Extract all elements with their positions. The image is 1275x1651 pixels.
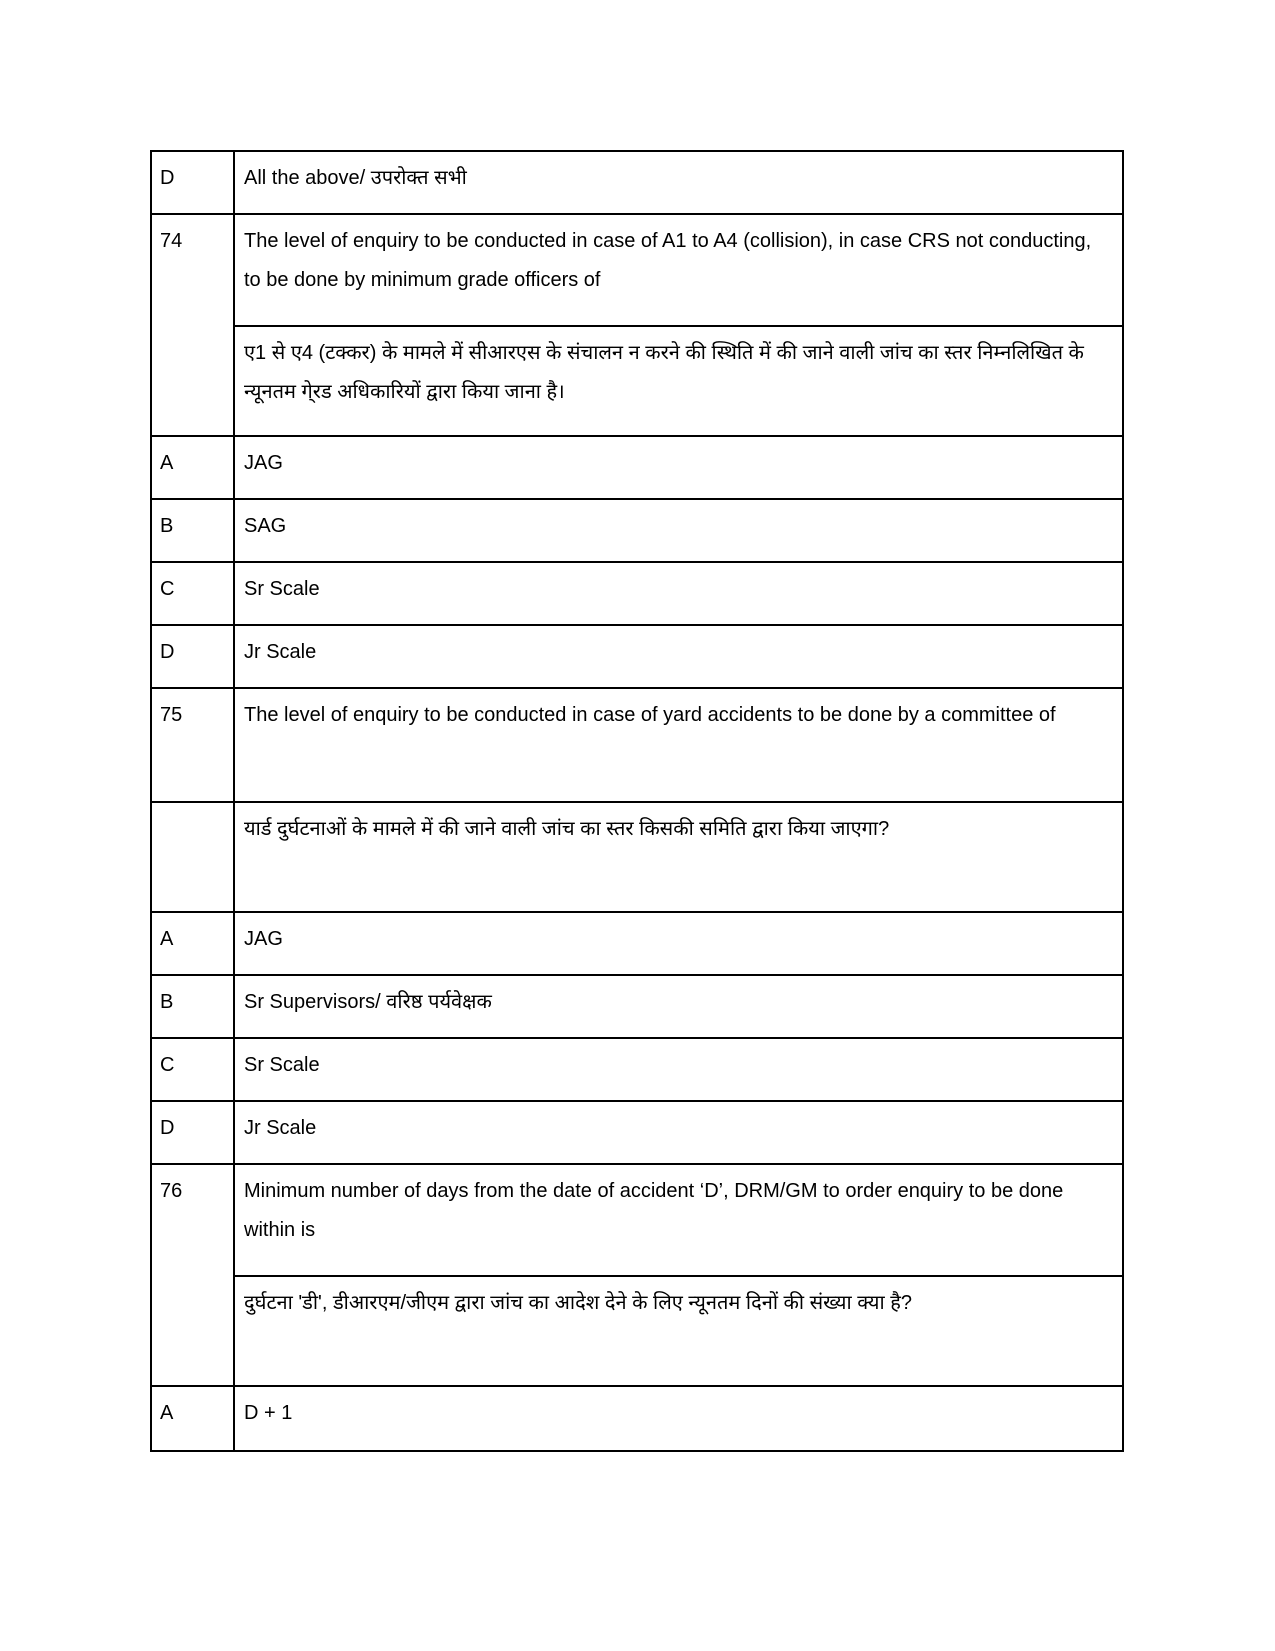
question-number: 75 [152, 689, 235, 801]
option-text: Jr Scale [244, 641, 317, 663]
table-row-option [152, 563, 1122, 626]
table-row-option [152, 500, 1122, 563]
option-text: SAG [244, 515, 287, 537]
option-letter: B [152, 500, 235, 561]
option-letter: A [152, 913, 235, 974]
question-table [150, 150, 1124, 1452]
table-row-option [152, 626, 1122, 689]
option-letter: C [152, 1039, 235, 1100]
option-text: JAG [244, 452, 283, 474]
option-letter: A [152, 1387, 235, 1450]
table-row-option [152, 913, 1122, 976]
option-letter: D [152, 626, 235, 687]
question-text-english: The level of enquiry to be conducted in case of yard accidents to be done by a committee of [244, 704, 1056, 726]
option-text: D + 1 [244, 1402, 293, 1424]
table-row-question [152, 1165, 1122, 1387]
table-row-question-english [152, 689, 1122, 803]
question-text-hindi: ए1 से ए4 (टक्कर) के मामले में सीआरएस के संचालन न करने की स्थिति में की जाने वाली जांच का स्तर निम्नलिखित के न्यूनतम गे्रड अधिकारियों द्वारा किया जाना है। [244, 342, 1084, 403]
question-number: 74 [152, 215, 235, 435]
option-letter: A [152, 437, 235, 498]
table-row-option [152, 1387, 1122, 1450]
table-row-question [152, 215, 1122, 437]
option-text: Sr Scale [244, 1054, 320, 1076]
table-row-question-hindi [152, 803, 1122, 913]
table-row-option [152, 152, 1122, 215]
option-letter: B [152, 976, 235, 1037]
table-row-option [152, 437, 1122, 500]
option-text: Sr Scale [244, 578, 320, 600]
question-number-empty [152, 803, 235, 911]
question-text-english: The level of enquiry to be conducted in case of A1 to A4 (collision), in case CRS not conducting, to be done by minimum grade officers of [235, 215, 1122, 327]
option-text: Sr Supervisors/ वरिष्ठ पर्यवेक्षक [244, 991, 492, 1013]
option-text: All the above/ उपरोक्त सभी [244, 167, 467, 189]
question-text-stack [235, 215, 1122, 435]
option-letter: C [152, 563, 235, 624]
question-text-hindi: यार्ड दुर्घटनाओं के मामले में की जाने वाली जांच का स्तर किसकी समिति द्वारा किया जाएगा? [244, 818, 890, 840]
option-letter: D [152, 1102, 235, 1163]
question-text-hindi: दुर्घटना 'डी', डीआरएम/जीएम द्वारा जांच का आदेश देने के लिए न्यूनतम दिनों की संख्या क्या है? [244, 1292, 912, 1314]
option-text: JAG [244, 928, 283, 950]
question-number: 76 [152, 1165, 235, 1385]
option-text: Jr Scale [244, 1117, 317, 1139]
option-letter: D [152, 152, 235, 213]
table-row-option [152, 1039, 1122, 1102]
table-row-option [152, 976, 1122, 1039]
table-row-option [152, 1102, 1122, 1165]
question-text-stack [235, 1165, 1122, 1385]
question-text-english: Minimum number of days from the date of accident ‘D’, DRM/GM to order enquiry to be done within is [235, 1165, 1122, 1277]
